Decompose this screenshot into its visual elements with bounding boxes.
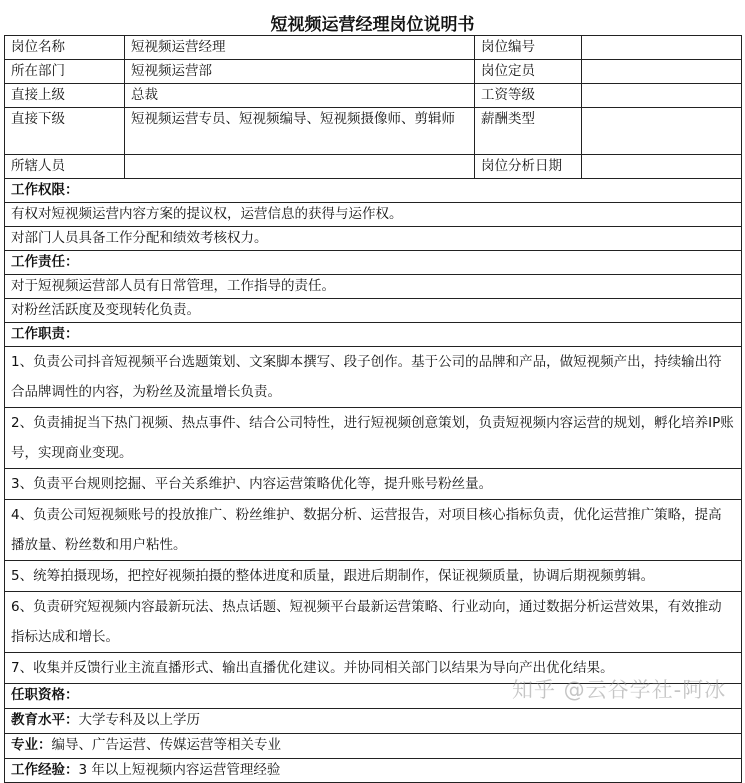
qualification-value: 大学专科及以上学历 [78,712,200,728]
qualification-item [5,734,742,759]
page-title: 短视频运营经理岗位说明书 [270,15,475,35]
qualification-value: 编导、广告运营、传媒运营等相关专业 [51,737,281,753]
list-item: 对部门人员具备工作分配和绩效考核权力。 [5,227,742,251]
list-item: 6、负责研究短视频内容最新玩法、热点话题、短视频平台最新运营策略、行业动向，通过数据分析运营效果，有效推动指标达成和增长。 [5,592,742,653]
list-item: 2、负责捕捉当下热门视频、热点事件、结合公司特性，进行短视频创意策划，负责短视频内容运营的规划，孵化培养IP账号，实现商业变现。 [5,408,742,469]
list-item: 5、统筹拍摄现场，把控好视频拍摄的整体进度和质量，跟进后期制作，保证视频质量，协调后期视频剪辑。 [5,561,742,592]
qualification-row [5,759,742,783]
qualification-label: 专业： [11,737,52,753]
info-value [582,84,742,108]
info-label: 直接下级 [5,108,125,155]
info-label: 所在部门 [5,60,125,84]
section-heading-row [5,251,742,275]
info-label: 直接上级 [5,84,125,108]
info-value [582,108,742,155]
qualification-row [5,734,742,759]
responsibility-row [5,275,742,299]
section-heading: 工作权限： [5,179,742,203]
info-value [582,60,742,84]
info-row [5,155,742,179]
qualification-label: 工作经验： [11,762,79,778]
info-label: 岗位名称 [5,36,125,60]
list-item: 3、负责平台规则挖掘、平台关系维护、内容运营策略优化等，提升账号粉丝量。 [5,469,742,500]
list-item: 对粉丝活跃度及变现转化负责。 [5,299,742,323]
list-item: 7、收集并反馈行业主流直播形式、输出直播优化建议。并协同相关部门以结果为导向产出优化结果。 [5,653,742,684]
info-row [5,36,742,60]
info-row [5,84,742,108]
duty-row [5,500,742,561]
list-item: 1、负责公司抖音短视频平台选题策划、文案脚本撰写、段子创作。基于公司的品牌和产品，做短视频产出，持续输出符合品牌调性的内容，为粉丝及流量增长负责。 [5,347,742,408]
info-value: 短视频运营经理 [125,36,475,60]
qualification-label: 教育水平： [11,712,79,728]
duty-row [5,408,742,469]
info-row [5,60,742,84]
qualification-item [5,709,742,734]
section-heading: 工作责任： [5,251,742,275]
authority-row [5,203,742,227]
info-label: 岗位定员 [475,60,582,84]
watermark: 知乎 @云谷学社-阿冰 [512,678,727,702]
responsibility-row [5,299,742,323]
section-heading: 任职资格： [5,684,742,709]
qualification-value: 3 年以上短视频内容运营管理经验 [78,762,281,778]
qualification-row [5,709,742,734]
info-value [125,155,475,179]
info-label: 岗位编号 [475,36,582,60]
list-item: 4、负责公司短视频账号的投放推广、粉丝维护、数据分析、运营报告，对项目核心指标负责，优化运营推广策略，提高播放量、粉丝数和用户粘性。 [5,500,742,561]
info-value: 总裁 [125,84,475,108]
job-description-table [4,35,742,783]
section-heading-row [5,179,742,203]
duty-row [5,592,742,653]
duty-row [5,347,742,408]
qualification-item [5,759,742,783]
info-label: 岗位分析日期 [475,155,582,179]
info-label: 薪酬类型 [475,108,582,155]
section-heading: 工作职责： [5,323,742,347]
info-value: 短视频运营专员、短视频编导、短视频摄像师、剪辑师 [125,108,475,155]
duty-row [5,561,742,592]
info-label: 所辖人员 [5,155,125,179]
list-item: 有权对短视频运营内容方案的提议权，运营信息的获得与运作权。 [5,203,742,227]
info-value: 短视频运营部 [125,60,475,84]
section-heading-row [5,323,742,347]
list-item: 对于短视频运营部人员有日常管理，工作指导的责任。 [5,275,742,299]
info-value [582,155,742,179]
duty-row [5,469,742,500]
authority-row [5,227,742,251]
info-label: 工资等级 [475,84,582,108]
info-value [582,36,742,60]
info-row [5,108,742,155]
